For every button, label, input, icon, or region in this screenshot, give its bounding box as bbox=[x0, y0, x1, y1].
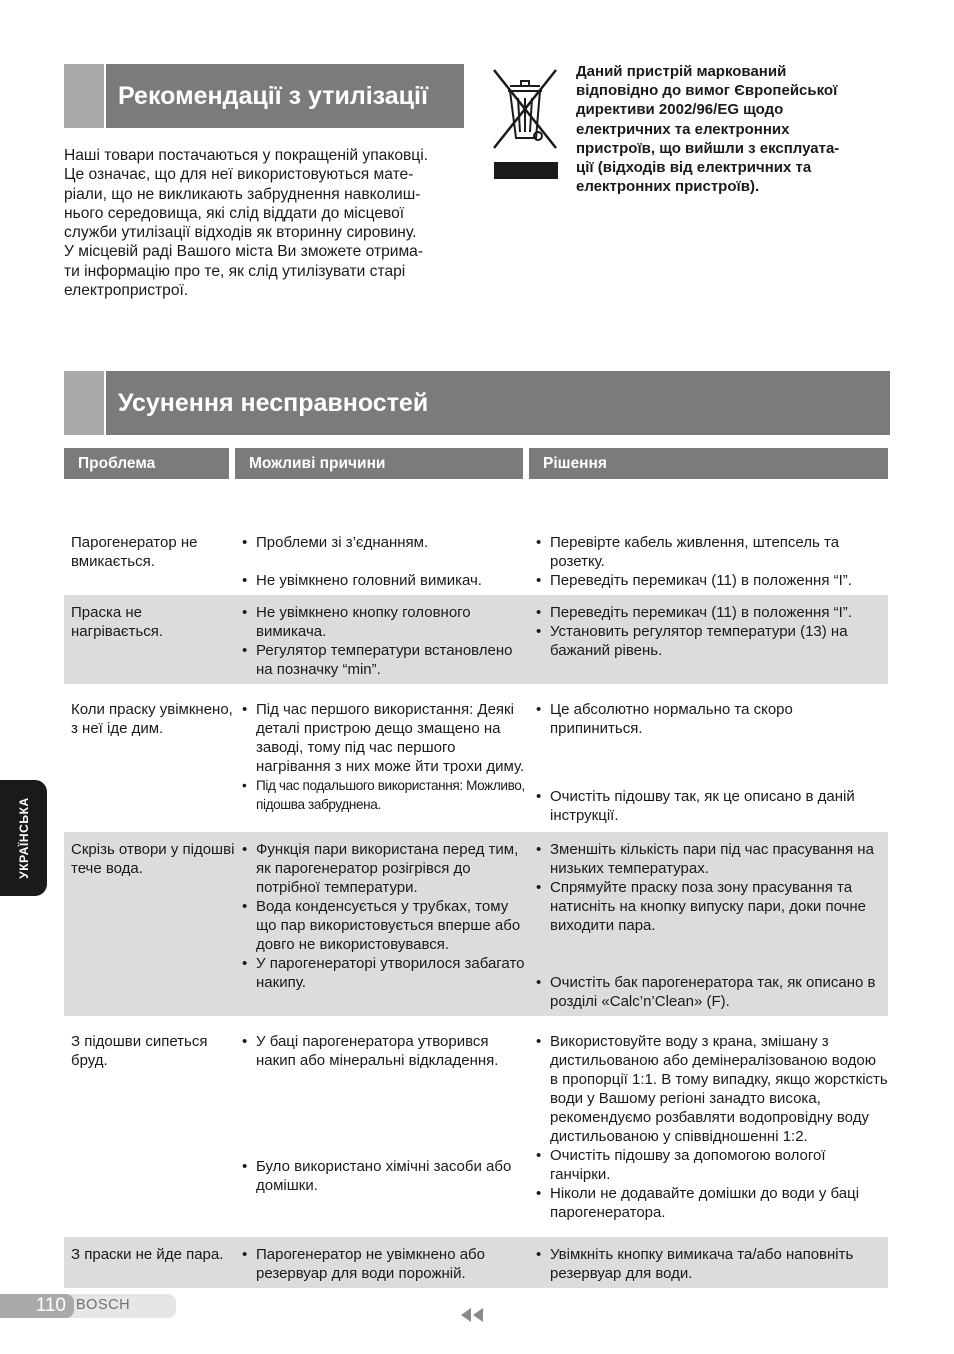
troubleshooting-table bbox=[64, 448, 888, 1288]
table-row bbox=[64, 832, 888, 1016]
solution-item: • Перевірте кабель живлення, штепсель та розетку. bbox=[536, 533, 888, 571]
problem-cell: Коли праску увімкнено, з неї іде дим. bbox=[71, 701, 233, 737]
solution-item: • Очистіть підошву так, як це описано в даній інструкції. bbox=[536, 787, 888, 825]
problem-cell: З підошви сипеться бруд. bbox=[71, 1033, 208, 1069]
language-tab bbox=[0, 780, 47, 896]
solution-item: • Ніколи не додавайте домішки до води у баці парогенератора. bbox=[536, 1184, 888, 1222]
problem-cell: Парогенератор не вмикається. bbox=[71, 534, 198, 570]
disposal-title: Рекомендації з утилізації bbox=[118, 81, 429, 110]
cause-item: • Не увімкнено кнопку головного вимикача. bbox=[242, 603, 529, 641]
cause-item: • Під час подальшого використання: Можливо, підошва забруднена. bbox=[242, 776, 529, 814]
table-row bbox=[64, 1024, 888, 1237]
solution-item: • Увімкніть кнопку вимикача та/або наповніть резервуар для води. bbox=[536, 1245, 888, 1283]
cause-item: • Регулятор температури встановлено на позначку “min”. bbox=[242, 641, 529, 679]
arrow-left-icon bbox=[461, 1308, 471, 1322]
solution-item: • Очистіть підошву за допомогою вологої ганчірки. bbox=[536, 1146, 888, 1184]
banner-square bbox=[64, 371, 106, 435]
weee-notice: Даний пристрій маркований відповідно до вимог Європейської директиви 2002/96/EG щодо електричних та електронних пристроїв, що вийшли з експлуата- ції (відходів від електричних та електронних пристроїв). bbox=[576, 63, 840, 196]
language-label: УКРАЇНСЬКА bbox=[16, 797, 31, 879]
cause-item: • Було використано хімічні засоби або домішки. bbox=[242, 1157, 529, 1195]
solution-item: • Переведіть перемикач (11) в положення “I”. bbox=[536, 603, 888, 622]
page-number: 110 bbox=[0, 1294, 74, 1318]
back-arrows-icon[interactable] bbox=[461, 1308, 483, 1322]
solution-item: • Це абсолютно нормально та скоро припиниться. bbox=[536, 700, 888, 738]
disposal-banner bbox=[64, 64, 464, 128]
problem-cell: З праски не йде пара. bbox=[64, 1237, 235, 1288]
header-problem: Проблема bbox=[64, 448, 235, 479]
problem-cell: Праска не нагрівається. bbox=[64, 595, 235, 684]
table-row bbox=[64, 595, 888, 684]
arrow-left-icon bbox=[473, 1308, 483, 1322]
solution-item: • Установить регулятор температури (13) на бажаний рівень. bbox=[536, 622, 888, 660]
cause-item: • Парогенератор не увімкнено або резервуар для води порожній. bbox=[242, 1245, 529, 1283]
cause-item: • Проблеми зі з’єднанням. bbox=[242, 533, 529, 552]
header-causes: Можливі причини bbox=[235, 448, 529, 479]
problem-cell: Скрізь отвори у підошві тече вода. bbox=[64, 832, 235, 1016]
cause-item: • Функція пари використана перед тим, як парогенератор розігрівся до потрібної температури. bbox=[242, 840, 529, 897]
disposal-body: Наші товари постачаються у покращеній упаковці. Це означає, що для неї використовуються мате- ріали, що не викликають забруднення навколиш- нього середовища, які слід віддати до місцевої служби утилізації відходів як вторинну сировину. У місцевій раді Вашого міста Ви зможете отрима- ти інформацію про те, як слід утилізувати старі електропристрої. bbox=[64, 147, 429, 300]
solution-item: • Очистіть бак парогенератора так, як описано в розділі «Calc’n’Clean» (F). bbox=[536, 973, 888, 1011]
table-row bbox=[64, 692, 888, 832]
cause-item: • Вода конденсується у трубках, тому що пар використовується вперше або довго не використовувався. bbox=[242, 897, 529, 954]
troubleshooting-title: Усунення несправностей bbox=[118, 388, 429, 417]
cause-item: • Під час першого використання: Деякі деталі пристрою дещо змащено на заводі, тому під час першого нагрівання з них може йти трохи диму. bbox=[242, 700, 529, 776]
banner-square bbox=[64, 64, 106, 128]
brand-name: BOSCH bbox=[76, 1297, 131, 1313]
solution-item: • Спрямуйте праску поза зону прасування та натисніть на кнопку випуску пари, доки почне виходити пара. bbox=[536, 878, 888, 935]
troubleshooting-banner bbox=[64, 371, 890, 435]
header-solutions: Рішення bbox=[529, 448, 888, 479]
solution-item: • Переведіть перемикач (11) в положення “I”. bbox=[536, 571, 888, 590]
cause-item: • У баці парогенератора утворився накип або мінеральні відкладення. bbox=[242, 1032, 529, 1070]
solution-item: • Використовуйте воду з крана, змішану з дистильованою або демінералізованою водою в пропорції 1:1. В тому випадку, якщо жорсткість води у Вашому регіоні занадто висока, рекомендуємо розбавляти водопровідну воду дистильованою у співвідношенні 1:2. bbox=[536, 1032, 888, 1146]
solution-item: • Зменшіть кількість пари під час прасування на низьких температурах. bbox=[536, 840, 888, 878]
table-row bbox=[64, 487, 888, 595]
crossed-out-wheelie-bin-icon bbox=[492, 66, 558, 180]
cause-item: • Не увімкнено головний вимикач. bbox=[242, 571, 529, 590]
cause-item: • У парогенераторі утворилося забагато накипу. bbox=[242, 954, 529, 992]
table-row bbox=[64, 1237, 888, 1288]
